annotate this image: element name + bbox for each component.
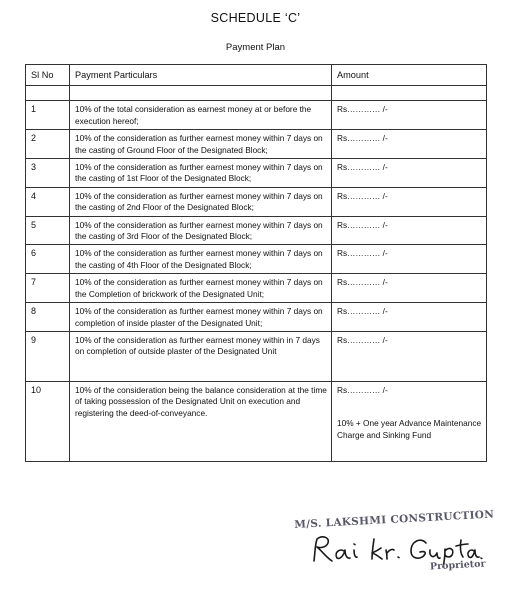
table-row xyxy=(26,101,487,130)
amount-cell: Rs………… /- xyxy=(332,274,487,303)
spacer-row xyxy=(26,86,487,101)
particulars-cell: 10% of the consideration as further earnest money within 7 days on the casting of 4th Floor of the Designated Block; xyxy=(70,245,332,274)
amount-cell: Rs………… /- xyxy=(332,245,487,274)
amount-note: 10% + One year Advance Maintenance Charge and Sinking Fund xyxy=(337,418,482,440)
table-row xyxy=(26,274,487,303)
sl-no-cell: 8 xyxy=(26,303,70,332)
sl-no-cell: 7 xyxy=(26,274,70,303)
table-row xyxy=(26,245,487,274)
sl-no-cell: 4 xyxy=(26,187,70,216)
sl-no-cell: 5 xyxy=(26,216,70,245)
table-row xyxy=(26,187,487,216)
table-row xyxy=(26,303,487,332)
particulars-cell: 10% of the consideration as further earnest money within in 7 days on completion of outside plaster of the Designated Unit xyxy=(70,331,332,381)
particulars-cell: 10% of the consideration as further earnest money within 7 days on the Completion of brickwork of the Designated Unit; xyxy=(70,274,332,303)
table-row xyxy=(26,216,487,245)
stamp-proprietor-title: Proprietor xyxy=(429,558,486,573)
amount-cell: Rs………… /- xyxy=(332,159,487,188)
company-stamp xyxy=(294,508,495,591)
table-row xyxy=(26,130,487,159)
particulars-cell: 10% of the consideration being the balance consideration at the time of taking possession of the Designated Unit on execution and registering the deed-of-conveyance. xyxy=(70,381,332,461)
sl-no-cell: 3 xyxy=(26,159,70,188)
amount-cell: Rs………… /- xyxy=(332,216,487,245)
amount-cell xyxy=(332,381,487,461)
amount-cell: Rs………… /- xyxy=(332,331,487,381)
table-row xyxy=(26,381,487,461)
table-row xyxy=(26,159,487,188)
amount-cell: Rs………… /- xyxy=(332,101,487,130)
sl-no-cell: 2 xyxy=(26,130,70,159)
schedule-title: SCHEDULE ‘C’ xyxy=(210,11,301,25)
column-header-payment-particulars: Payment Particulars xyxy=(70,65,332,86)
particulars-cell: 10% of the consideration as further earnest money within 7 days on the casting of 1st Floor of the Designated Block; xyxy=(70,159,332,188)
stamp-company-name: M/S. LAKSHMI CONSTRUCTION xyxy=(294,508,495,531)
amount-value: Rs………… /- xyxy=(337,384,388,395)
amount-cell: Rs………… /- xyxy=(332,130,487,159)
sl-no-cell: 10 xyxy=(26,381,70,461)
table-header-row xyxy=(26,65,487,86)
sl-no-cell: 6 xyxy=(26,245,70,274)
sl-no-cell: 9 xyxy=(26,331,70,381)
table-row xyxy=(26,331,487,381)
particulars-cell: 10% of the total consideration as earnest money at or before the execution hereof; xyxy=(70,101,332,130)
amount-cell: Rs………… /- xyxy=(332,303,487,332)
particulars-cell: 10% of the consideration as further earnest money within 7 days on completion of inside plaster of the Designated Unit; xyxy=(70,303,332,332)
particulars-cell: 10% of the consideration as further earnest money within 7 days on the casting of Ground Floor of the Designated Block; xyxy=(70,130,332,159)
column-header-amount: Amount xyxy=(332,65,487,86)
column-header-sl-no: Sl No xyxy=(26,65,70,86)
sl-no-cell: 1 xyxy=(26,101,70,130)
payment-plan-table xyxy=(25,64,487,462)
payment-plan-subtitle: Payment Plan xyxy=(225,42,286,53)
amount-cell: Rs………… /- xyxy=(332,187,487,216)
particulars-cell: 10% of the consideration as further earnest money within 7 days on the casting of 3rd Floor of the Designated Block; xyxy=(70,216,332,245)
particulars-cell: 10% of the consideration as further earnest money within 7 days on the casting of 2nd Floor of the Designated Block; xyxy=(70,187,332,216)
